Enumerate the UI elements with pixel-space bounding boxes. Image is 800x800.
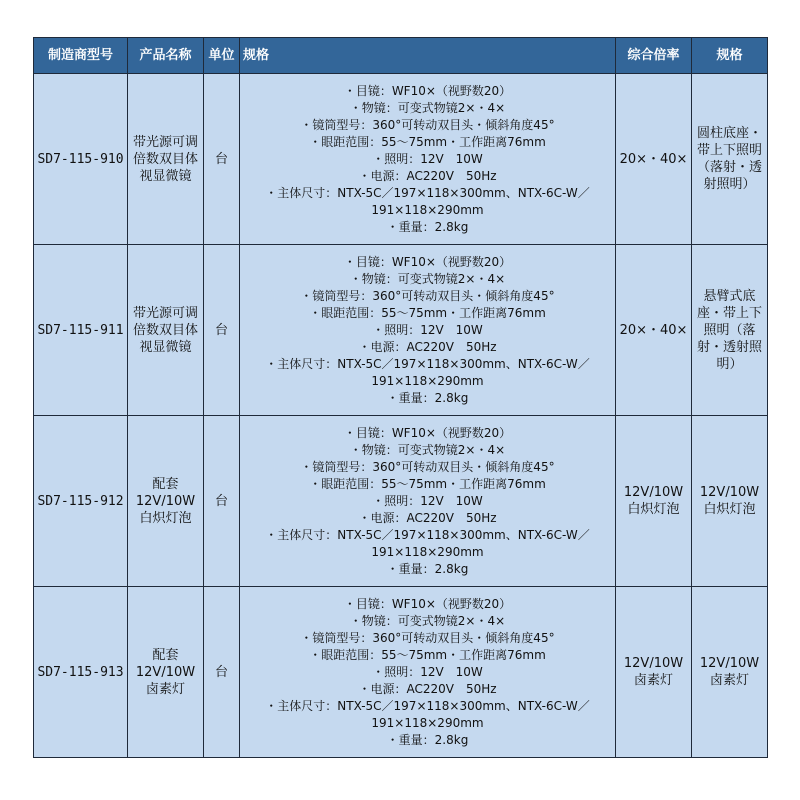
spec-line: ・主体尺寸：NTX-5C／197×118×300mm、NTX-6C-W／ — [265, 527, 590, 542]
table-row — [34, 245, 768, 416]
spec-line: ・照明：12V 10W — [372, 322, 483, 337]
product-spec-table — [33, 37, 768, 758]
table-header-row — [34, 38, 768, 74]
spec-line: ・重量：2.8kg — [386, 390, 469, 405]
spec-line: 191×118×290mm — [371, 373, 484, 388]
spec-line: ・电源：AC220V 50Hz — [358, 168, 497, 183]
unit-cell: 台 — [204, 587, 240, 758]
spec-cell — [240, 245, 616, 416]
header-spec2: 规格 — [692, 38, 768, 74]
spec-line: ・主体尺寸：NTX-5C／197×118×300mm、NTX-6C-W／ — [265, 185, 590, 200]
unit-cell: 台 — [204, 245, 240, 416]
spec2-cell: 12V/10W白炽灯泡 — [692, 416, 768, 587]
spec-line: ・眼距范围：55～75mm・工作距离76mm — [309, 647, 546, 662]
spec-line: 191×118×290mm — [371, 544, 484, 559]
header-model: 制造商型号 — [34, 38, 128, 74]
spec-line: ・主体尺寸：NTX-5C／197×118×300mm、NTX-6C-W／ — [265, 356, 590, 371]
spec-line: ・物镜：可变式物镜2×・4× — [349, 442, 506, 457]
model-cell: SD7-115-911 — [34, 245, 128, 416]
magnification-cell: 20×・40× — [616, 245, 692, 416]
table-body — [34, 74, 768, 758]
spec-line: ・物镜：可变式物镜2×・4× — [349, 613, 506, 628]
name-cell: 带光源可调倍数双目体视显微镜 — [128, 245, 204, 416]
spec-line: ・眼距范围：55～75mm・工作距离76mm — [309, 305, 546, 320]
spec-line: ・物镜：可变式物镜2×・4× — [349, 100, 506, 115]
spec-line: ・眼距范围：55～75mm・工作距离76mm — [309, 476, 546, 491]
spec-line: ・主体尺寸：NTX-5C／197×118×300mm、NTX-6C-W／ — [265, 698, 590, 713]
name-cell: 配套12V/10W卤素灯 — [128, 587, 204, 758]
table-row — [34, 416, 768, 587]
spec-line: ・照明：12V 10W — [372, 493, 483, 508]
spec-line: ・镜筒型号：360°可转动双目头・倾斜角度45° — [300, 459, 555, 474]
spec-line: 191×118×290mm — [371, 715, 484, 730]
spec-cell — [240, 74, 616, 245]
spec-line: ・镜筒型号：360°可转动双目头・倾斜角度45° — [300, 288, 555, 303]
spec-line: ・物镜：可变式物镜2×・4× — [349, 271, 506, 286]
spec2-cell: 12V/10W卤素灯 — [692, 587, 768, 758]
spec-line: ・电源：AC220V 50Hz — [358, 510, 497, 525]
table-row — [34, 587, 768, 758]
spec-line: ・照明：12V 10W — [372, 664, 483, 679]
unit-cell: 台 — [204, 416, 240, 587]
spec-line: 191×118×290mm — [371, 202, 484, 217]
spec-cell — [240, 416, 616, 587]
header-magnification: 综合倍率 — [616, 38, 692, 74]
header-spec: 规格 — [240, 38, 616, 74]
spec-line: ・镜筒型号：360°可转动双目头・倾斜角度45° — [300, 117, 555, 132]
model-cell: SD7-115-910 — [34, 74, 128, 245]
spec-line: ・目镜：WF10×（视野数20） — [343, 596, 512, 611]
spec-line: ・目镜：WF10×（视野数20） — [343, 425, 512, 440]
spec-line: ・目镜：WF10×（视野数20） — [343, 83, 512, 98]
table-row — [34, 74, 768, 245]
spec-line: ・电源：AC220V 50Hz — [358, 681, 497, 696]
spec-line: ・照明：12V 10W — [372, 151, 483, 166]
spec-line: ・重量：2.8kg — [386, 561, 469, 576]
model-cell: SD7-115-912 — [34, 416, 128, 587]
spec-line: ・目镜：WF10×（视野数20） — [343, 254, 512, 269]
unit-cell: 台 — [204, 74, 240, 245]
name-cell: 带光源可调倍数双目体视显微镜 — [128, 74, 204, 245]
header-unit: 单位 — [204, 38, 240, 74]
magnification-cell: 12V/10W卤素灯 — [616, 587, 692, 758]
spec2-cell: 悬臂式底座・带上下照明（落射・透射照明） — [692, 245, 768, 416]
model-cell: SD7-115-913 — [34, 587, 128, 758]
spec-line: ・镜筒型号：360°可转动双目头・倾斜角度45° — [300, 630, 555, 645]
spec-line: ・重量：2.8kg — [386, 732, 469, 747]
spec-line: ・电源：AC220V 50Hz — [358, 339, 497, 354]
spec2-cell: 圆柱底座・带上下照明（落射・透射照明） — [692, 74, 768, 245]
spec-line: ・重量：2.8kg — [386, 219, 469, 234]
header-name: 产品名称 — [128, 38, 204, 74]
magnification-cell: 12V/10W白炽灯泡 — [616, 416, 692, 587]
spec-cell — [240, 587, 616, 758]
name-cell: 配套12V/10W白炽灯泡 — [128, 416, 204, 587]
spec-line: ・眼距范围：55～75mm・工作距离76mm — [309, 134, 546, 149]
magnification-cell: 20×・40× — [616, 74, 692, 245]
